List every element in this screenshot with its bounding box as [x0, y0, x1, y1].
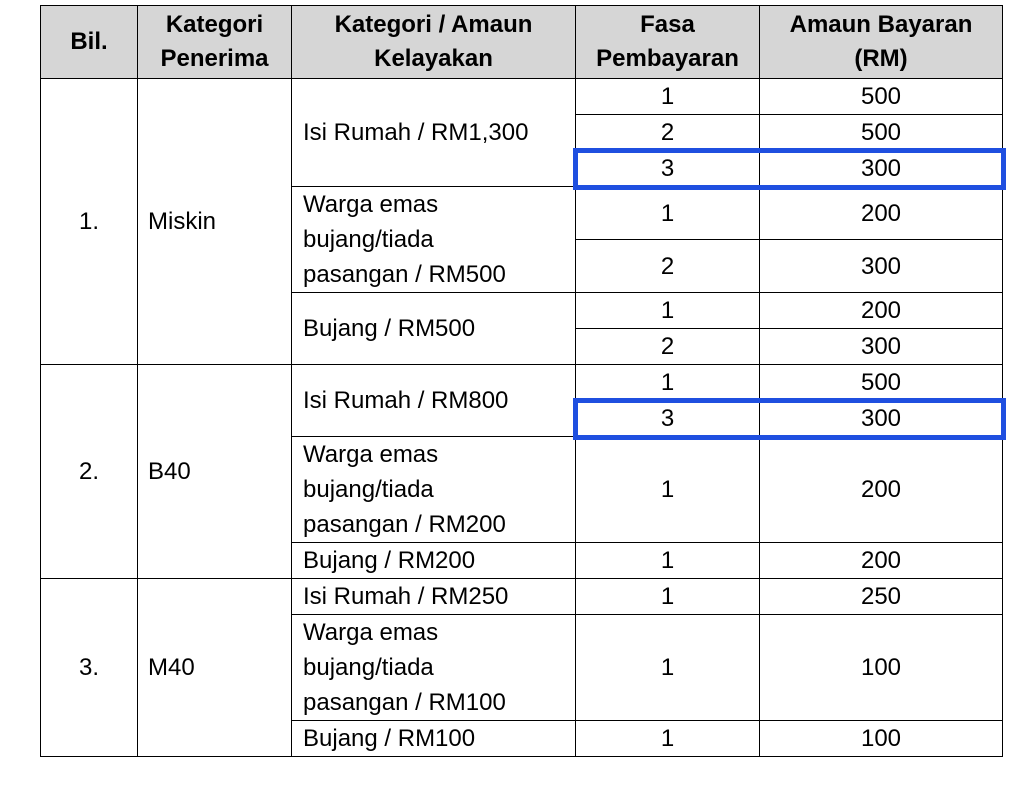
cell-kategori-penerima: M40 — [138, 579, 292, 757]
header-kategori-amaun-kelayakan: Kategori / Amaun Kelayakan — [292, 6, 576, 79]
cell-bil: 1. — [41, 79, 138, 365]
cell-fasa: 1 — [576, 365, 760, 401]
cell-fasa: 3 — [576, 401, 760, 437]
cell-fasa: 1 — [576, 615, 760, 721]
cell-amaun: 300 — [760, 329, 1003, 365]
cell-kategori-kelayakan: Isi Rumah / RM800 — [292, 365, 576, 437]
cell-amaun: 200 — [760, 187, 1003, 240]
cell-kategori-kelayakan: Warga emas bujang/tiada pasangan / RM200 — [292, 437, 576, 543]
cell-kategori-kelayakan: Isi Rumah / RM1,300 — [292, 79, 576, 187]
cell-kategori-kelayakan: Warga emas bujang/tiada pasangan / RM100 — [292, 615, 576, 721]
cell-amaun: 250 — [760, 579, 1003, 615]
cell-fasa: 1 — [576, 293, 760, 329]
header-fasa-pembayaran: Fasa Pembayaran — [576, 6, 760, 79]
cell-fasa: 1 — [576, 543, 760, 579]
cell-fasa: 1 — [576, 579, 760, 615]
cell-fasa: 2 — [576, 329, 760, 365]
header-kategori-penerima: Kategori Penerima — [138, 6, 292, 79]
cell-kategori-kelayakan: Bujang / RM100 — [292, 721, 576, 757]
cell-kategori-kelayakan: Bujang / RM500 — [292, 293, 576, 365]
cell-amaun: 200 — [760, 293, 1003, 329]
cell-fasa: 2 — [576, 115, 760, 151]
cell-amaun: 200 — [760, 543, 1003, 579]
header-row — [41, 6, 1003, 79]
cell-kategori-penerima: Miskin — [138, 79, 292, 365]
payment-table-container — [40, 5, 1003, 757]
cell-kategori-penerima: B40 — [138, 365, 292, 579]
cell-fasa: 1 — [576, 187, 760, 240]
cell-amaun: 500 — [760, 79, 1003, 115]
cell-amaun: 500 — [760, 365, 1003, 401]
payment-table — [40, 5, 1003, 757]
cell-fasa: 1 — [576, 79, 760, 115]
cell-kategori-kelayakan: Isi Rumah / RM250 — [292, 579, 576, 615]
cell-amaun: 300 — [760, 240, 1003, 293]
cell-fasa: 3 — [576, 151, 760, 187]
cell-amaun: 300 — [760, 401, 1003, 437]
cell-amaun: 100 — [760, 721, 1003, 757]
cell-amaun: 200 — [760, 437, 1003, 543]
cell-bil: 3. — [41, 579, 138, 757]
table-row — [41, 579, 1003, 615]
header-bil: Bil. — [41, 6, 138, 79]
cell-fasa: 1 — [576, 437, 760, 543]
cell-fasa: 1 — [576, 721, 760, 757]
table-row — [41, 79, 1003, 115]
table-row — [41, 365, 1003, 401]
cell-amaun: 300 — [760, 151, 1003, 187]
cell-bil: 2. — [41, 365, 138, 579]
cell-kategori-kelayakan: Warga emas bujang/tiada pasangan / RM500 — [292, 187, 576, 293]
table-body — [41, 79, 1003, 757]
cell-amaun: 100 — [760, 615, 1003, 721]
cell-fasa: 2 — [576, 240, 760, 293]
cell-amaun: 500 — [760, 115, 1003, 151]
cell-kategori-kelayakan: Bujang / RM200 — [292, 543, 576, 579]
header-amaun-bayaran: Amaun Bayaran (RM) — [760, 6, 1003, 79]
